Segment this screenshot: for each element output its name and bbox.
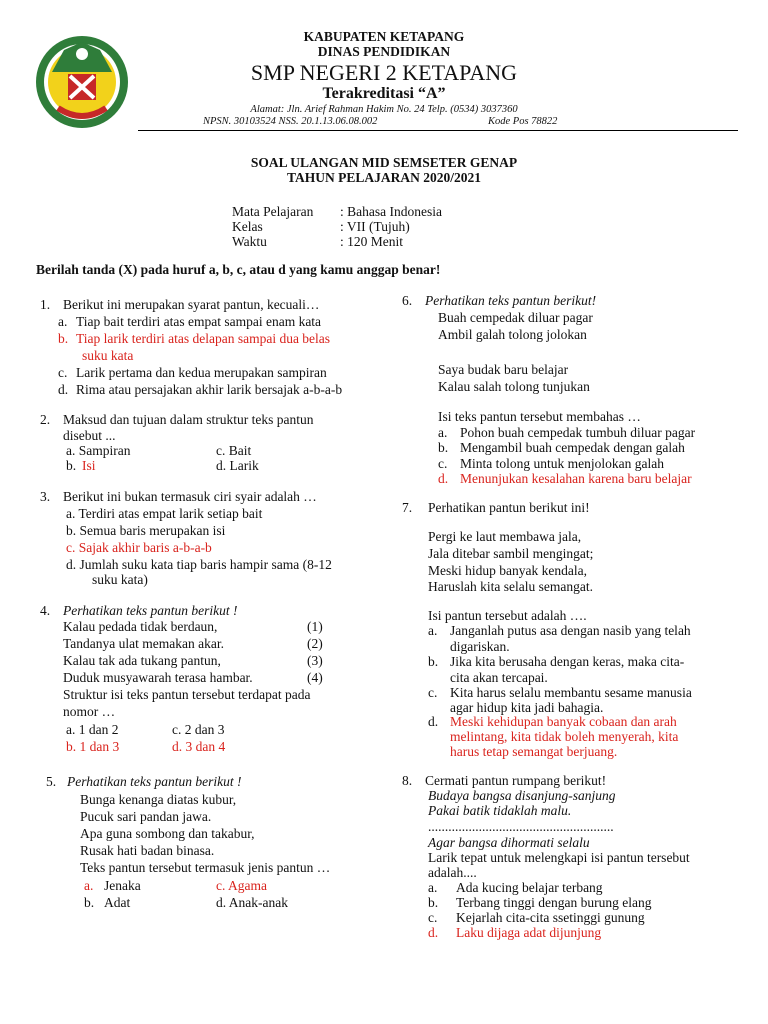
question-number: 5.	[46, 774, 57, 789]
question-4	[40, 602, 237, 619]
option: c. Bait	[216, 443, 252, 458]
option-text: Tiap larik terdiri atas delapan sampai dua belas	[76, 331, 331, 346]
pantun-line: Bunga kenanga diatas kubur,	[80, 792, 237, 807]
option-answer: d. Laku dijaga adat dijunjung	[428, 925, 602, 940]
question-6	[402, 292, 596, 309]
question-text: Perhatikan teks pantun berikut !	[63, 603, 238, 618]
pantun-line: Kalau tak ada tukang pantun, (3)	[63, 653, 323, 668]
info-row	[232, 233, 403, 250]
question-number: 7.	[402, 500, 413, 515]
option-letter: c.	[58, 365, 68, 380]
option: b. Terbang tinggi dengan burung elang	[428, 895, 652, 910]
pantun-line: Kalau pedada tidak berdaun, (1)	[63, 619, 323, 634]
option-continuation: cita akan tercapai.	[450, 670, 548, 685]
pantun-line: Haruslah kita selalu semangat.	[428, 579, 593, 594]
pantun-line: Tandanya ulat memakan akar. (2)	[63, 636, 323, 651]
question-text: Berikut ini merupakan syarat pantun, kecuali…	[63, 297, 320, 312]
pantun-line: Duduk musyawarah terasa hambar. (4)	[63, 670, 323, 685]
option-answer: d. Menunjukan kesalahan karena baru belajar	[438, 471, 692, 486]
pantun-line: Meski hidup banyak kendala,	[428, 563, 587, 578]
option-continuation: melintang, kita tidak boleh menyerah, kita	[450, 729, 679, 744]
option-text: Larik pertama dan kedua merupakan sampiran	[76, 365, 327, 380]
info-label: Waktu	[232, 234, 267, 249]
option-continuation: agar hidup kita jadi bahagia.	[450, 700, 604, 715]
accreditation: Terakreditasi “A”	[322, 85, 446, 102]
question-7	[402, 499, 590, 516]
question-text: Perhatikan teks pantun berikut!	[425, 293, 597, 308]
question-text: Cermati pantun rumpang berikut!	[425, 773, 607, 788]
info-value: : Bahasa Indonesia	[340, 204, 442, 219]
option: b. Adat	[84, 895, 131, 910]
option	[58, 364, 327, 381]
pantun-line: Rusak hati badan binasa.	[80, 843, 215, 858]
postcode: Kode Pos 78822	[488, 116, 558, 127]
option: a. Pohon buah cempedak tumbuh diluar pagar	[438, 425, 696, 440]
question-prompt-cont: nomor …	[63, 704, 116, 719]
option-answer: a. Jenaka	[84, 878, 141, 893]
option: b. Jika kita berusaha dengan keras, maka cita-	[428, 654, 685, 669]
pantun-line: Apa guna sombong dan takabur,	[80, 826, 255, 841]
question-2	[40, 411, 313, 428]
option: a. Ada kucing belajar terbang	[428, 880, 603, 895]
option: c. Minta tolong untuk menjolokan galah	[438, 456, 664, 471]
pantun-line: Saya budak baru belajar	[438, 362, 569, 377]
pantun-line: Ambil galah tolong jolokan	[438, 327, 587, 342]
option: d. Larik	[216, 458, 259, 473]
option: d. Anak-anak	[216, 895, 288, 910]
option: d. Jumlah suku kata tiap baris hampir sama (8-12	[66, 557, 332, 572]
district-name: KABUPATEN KETAPANG	[303, 29, 465, 44]
option: a. Terdiri atas empat larik setiap bait	[66, 506, 263, 521]
option-text: Rima atau persajakan akhir larik bersajak a-b-a-b	[76, 382, 343, 397]
question-number: 4.	[40, 603, 51, 618]
exam-title: SOAL ULANGAN MID SEMSETER GENAP	[250, 155, 518, 170]
question-prompt: Struktur isi teks pantun tersebut terdapat pada	[63, 687, 311, 702]
option: c. Kejarlah cita-cita ssetinggi gunung	[428, 910, 645, 925]
option-answer: c. Agama	[216, 878, 267, 893]
question-prompt: Isi teks pantun tersebut membahas …	[438, 409, 641, 424]
option-continuation: suku kata	[82, 348, 134, 363]
question-number: 8.	[402, 773, 413, 788]
pantun-line: Pergi ke laut membawa jala,	[428, 529, 582, 544]
option	[58, 381, 342, 398]
question-prompt: Isi pantun tersebut adalah ….	[428, 608, 587, 623]
question-number: 6.	[402, 293, 413, 308]
option-continuation: digariskan.	[450, 639, 510, 654]
instruction: Berilah tanda (X) pada huruf a, b, c, atau d yang kamu anggap benar!	[36, 262, 441, 277]
question-prompt: Teks pantun tersebut termasuk jenis pantun …	[80, 860, 331, 875]
option-letter: a.	[58, 314, 68, 329]
question-prompt: Larik tepat untuk melengkapi isi pantun tersebut	[428, 850, 690, 865]
question-number: 3.	[40, 489, 51, 504]
question-text: Perhatikan teks pantun berikut !	[67, 774, 242, 789]
pantun-line: Pakai batik tidaklah malu.	[428, 803, 572, 818]
pantun-line: Budaya bangsa disanjung-sanjung	[428, 788, 616, 803]
option-answer: c. Sajak akhir baris a-b-a-b	[66, 540, 212, 555]
header-divider	[138, 130, 738, 131]
question-5	[46, 773, 241, 790]
question-text: Maksud dan tujuan dalam struktur teks pantun	[63, 412, 314, 427]
info-value: : VII (Tujuh)	[340, 219, 410, 234]
pantun-line: Buah cempedak diluar pagar	[438, 310, 593, 325]
option: a. Janganlah putus asa dengan nasib yang telah	[428, 623, 691, 638]
option-answer: d. Meski kehidupan banyak cobaan dan arah	[428, 714, 677, 729]
option-answer	[58, 330, 330, 347]
pantun-blank: .......................................................	[428, 819, 614, 834]
question-number: 2.	[40, 412, 51, 427]
question-text-cont: disebut ...	[63, 428, 116, 443]
option: b. Semua baris merupakan isi	[66, 523, 226, 538]
option: b. Mengambil buah cempedak dengan galah	[438, 440, 685, 455]
option: a. Sampiran	[66, 443, 131, 458]
option-answer: d. 3 dan 4	[172, 739, 226, 754]
question-3	[40, 488, 317, 505]
option: c. Kita harus selalu membantu sesame manusia	[428, 685, 692, 700]
info-label: Mata Pelajaran	[232, 204, 314, 219]
question-text: Berikut ini bukan termasuk ciri syair adalah …	[63, 489, 317, 504]
option-text: Tiap bait terdiri atas empat sampai enam kata	[76, 314, 322, 329]
pantun-line: Agar bangsa dihormati selalu	[428, 835, 590, 850]
option-answer: b. Isi	[66, 458, 96, 473]
npsn: NPSN. 30103524 NSS. 20.1.13.06.08.002	[203, 116, 378, 127]
pantun-line: Kalau salah tolong tunjukan	[438, 379, 590, 394]
option-letter: b.	[58, 331, 69, 346]
question-prompt-cont: adalah....	[428, 865, 477, 880]
question-1	[40, 296, 319, 313]
option	[58, 313, 321, 330]
question-text: Perhatikan pantun berikut ini!	[428, 500, 590, 515]
school-address: Alamat: Jln. Arief Rahman Hakim No. 24 Telp. (0534) 3037360	[250, 104, 518, 115]
info-value: : 120 Menit	[340, 234, 403, 249]
question-number: 1.	[40, 297, 51, 312]
pantun-line: Jala ditebar sambil mengingat;	[428, 546, 594, 561]
option-answer: b. 1 dan 3	[66, 739, 120, 754]
pantun-line: Pucuk sari pandan jawa.	[80, 809, 212, 824]
option: a. 1 dan 2	[66, 722, 119, 737]
option-continuation: harus tetap semangat berjuang.	[450, 744, 618, 759]
school-name: SMP NEGERI 2 KETAPANG	[250, 60, 518, 85]
exam-year: TAHUN PELAJARAN 2020/2021	[286, 170, 481, 185]
option: c. 2 dan 3	[172, 722, 225, 737]
info-label: Kelas	[232, 219, 263, 234]
department-name: DINAS PENDIDIKAN	[317, 44, 451, 59]
option-continuation: suku kata)	[92, 572, 148, 587]
option-letter: d.	[58, 382, 69, 397]
